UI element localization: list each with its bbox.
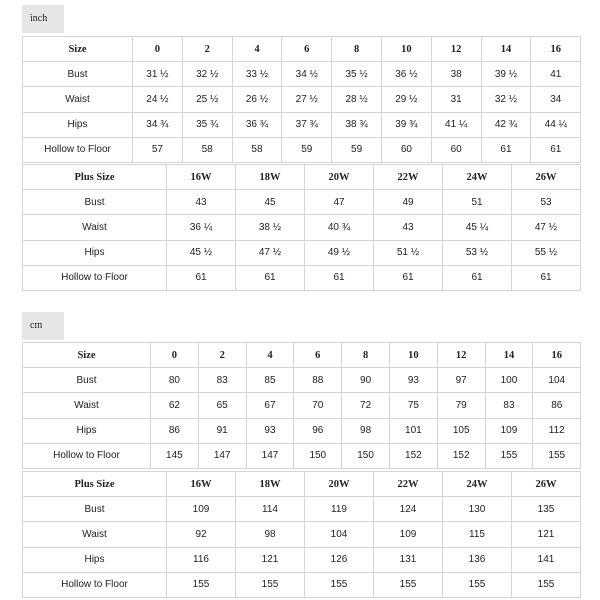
inch-unit-tab[interactable]: inch xyxy=(22,5,64,33)
measurement-value: 155 xyxy=(167,572,236,597)
measurement-value: 155 xyxy=(533,443,581,468)
measurement-value: 62 xyxy=(151,393,199,418)
size-header-cell: 8 xyxy=(342,343,390,368)
measurement-value: 61 xyxy=(305,265,374,290)
measurement-value: 60 xyxy=(381,137,431,162)
measurement-value: 61 xyxy=(531,137,581,162)
measurement-value: 34 ¾ xyxy=(133,112,183,137)
measurement-value: 115 xyxy=(443,522,512,547)
size-header-cell: 8 xyxy=(332,37,382,62)
cm-unit-tab[interactable]: cm xyxy=(22,312,64,340)
measurement-value: 101 xyxy=(389,418,437,443)
measurement-value: 86 xyxy=(151,418,199,443)
measurement-value: 61 xyxy=(443,265,512,290)
measurement-value: 119 xyxy=(305,497,374,522)
measurement-value: 105 xyxy=(437,418,485,443)
cm-plus-size-table xyxy=(22,471,581,598)
size-header-cell: 2 xyxy=(182,37,232,62)
measurement-value: 31 ½ xyxy=(133,62,183,87)
table-row xyxy=(23,137,581,162)
measurement-value: 80 xyxy=(151,368,199,393)
measurement-value: 70 xyxy=(294,393,342,418)
measurement-value: 53 ½ xyxy=(443,240,512,265)
measurement-value: 98 xyxy=(236,522,305,547)
measurement-value: 152 xyxy=(389,443,437,468)
measurement-label: Hips xyxy=(23,547,167,572)
size-header-cell: 24W xyxy=(443,165,512,190)
table-row xyxy=(23,87,581,112)
size-header-cell: 12 xyxy=(437,343,485,368)
measurement-value: 59 xyxy=(332,137,382,162)
inch-plus-size-table xyxy=(22,164,581,291)
measurement-value: 109 xyxy=(485,418,533,443)
measurement-value: 53 xyxy=(512,190,581,215)
size-header-cell: 12 xyxy=(431,37,481,62)
size-header-cell: 6 xyxy=(282,37,332,62)
inch-standard-size-table xyxy=(22,36,581,163)
measurement-value: 38 ½ xyxy=(236,215,305,240)
measurement-label: Hollow to Floor xyxy=(23,572,167,597)
header-row xyxy=(23,37,581,62)
measurement-value: 112 xyxy=(533,418,581,443)
measurement-value: 57 xyxy=(133,137,183,162)
measurement-value: 98 xyxy=(342,418,390,443)
table-row xyxy=(23,62,581,87)
measurement-value: 45 ¼ xyxy=(443,215,512,240)
size-column-header: Plus Size xyxy=(23,472,167,497)
measurement-value: 49 ½ xyxy=(305,240,374,265)
measurement-value: 155 xyxy=(485,443,533,468)
measurement-value: 61 xyxy=(236,265,305,290)
size-column-header: Size xyxy=(23,37,133,62)
table-row xyxy=(23,393,581,418)
header-row xyxy=(23,472,581,497)
measurement-label: Hollow to Floor xyxy=(23,443,151,468)
measurement-value: 35 ¾ xyxy=(182,112,232,137)
size-header-cell: 4 xyxy=(246,343,294,368)
measurement-label: Waist xyxy=(23,87,133,112)
measurement-value: 155 xyxy=(374,572,443,597)
measurement-value: 33 ½ xyxy=(232,62,282,87)
measurement-value: 155 xyxy=(512,572,581,597)
size-header-cell: 4 xyxy=(232,37,282,62)
measurement-value: 44 ¼ xyxy=(531,112,581,137)
measurement-value: 109 xyxy=(167,497,236,522)
measurement-value: 155 xyxy=(443,572,512,597)
measurement-value: 39 ½ xyxy=(481,62,531,87)
size-header-cell: 16 xyxy=(531,37,581,62)
measurement-value: 126 xyxy=(305,547,374,572)
measurement-value: 85 xyxy=(246,368,294,393)
measurement-value: 121 xyxy=(512,522,581,547)
measurement-value: 41 ¼ xyxy=(431,112,481,137)
measurement-value: 61 xyxy=(167,265,236,290)
table-row xyxy=(23,215,581,240)
size-header-cell: 24W xyxy=(443,472,512,497)
size-header-cell: 14 xyxy=(485,343,533,368)
measurement-value: 58 xyxy=(182,137,232,162)
measurement-value: 61 xyxy=(512,265,581,290)
measurement-value: 36 ½ xyxy=(381,62,431,87)
size-header-cell: 20W xyxy=(305,165,374,190)
measurement-label: Waist xyxy=(23,522,167,547)
measurement-value: 28 ½ xyxy=(332,87,382,112)
measurement-value: 42 ¾ xyxy=(481,112,531,137)
measurement-label: Hollow to Floor xyxy=(23,265,167,290)
measurement-value: 47 xyxy=(305,190,374,215)
measurement-value: 65 xyxy=(198,393,246,418)
size-header-cell: 6 xyxy=(294,343,342,368)
measurement-label: Hollow to Floor xyxy=(23,137,133,162)
size-header-cell: 10 xyxy=(389,343,437,368)
measurement-value: 36 ¾ xyxy=(232,112,282,137)
measurement-value: 43 xyxy=(374,215,443,240)
measurement-value: 51 ½ xyxy=(374,240,443,265)
table-row xyxy=(23,443,581,468)
measurement-value: 93 xyxy=(389,368,437,393)
measurement-value: 35 ½ xyxy=(332,62,382,87)
measurement-value: 72 xyxy=(342,393,390,418)
size-header-cell: 16W xyxy=(167,472,236,497)
measurement-value: 34 ½ xyxy=(282,62,332,87)
measurement-value: 83 xyxy=(198,368,246,393)
table-row xyxy=(23,112,581,137)
measurement-value: 45 xyxy=(236,190,305,215)
measurement-value: 67 xyxy=(246,393,294,418)
measurement-value: 36 ¼ xyxy=(167,215,236,240)
measurement-value: 55 ½ xyxy=(512,240,581,265)
measurement-label: Bust xyxy=(23,190,167,215)
measurement-value: 155 xyxy=(305,572,374,597)
measurement-value: 45 ½ xyxy=(167,240,236,265)
measurement-value: 27 ½ xyxy=(282,87,332,112)
measurement-value: 131 xyxy=(374,547,443,572)
measurement-value: 61 xyxy=(481,137,531,162)
size-header-cell: 0 xyxy=(133,37,183,62)
measurement-value: 104 xyxy=(305,522,374,547)
measurement-value: 116 xyxy=(167,547,236,572)
size-column-header: Size xyxy=(23,343,151,368)
size-header-cell: 22W xyxy=(374,472,443,497)
table-row xyxy=(23,572,581,597)
measurement-value: 26 ½ xyxy=(232,87,282,112)
measurement-value: 130 xyxy=(443,497,512,522)
table-row xyxy=(23,240,581,265)
measurement-value: 114 xyxy=(236,497,305,522)
header-row xyxy=(23,165,581,190)
measurement-value: 51 xyxy=(443,190,512,215)
measurement-value: 155 xyxy=(236,572,305,597)
measurement-value: 109 xyxy=(374,522,443,547)
measurement-value: 47 ½ xyxy=(236,240,305,265)
measurement-value: 38 xyxy=(431,62,481,87)
measurement-value: 40 ¾ xyxy=(305,215,374,240)
size-header-cell: 16 xyxy=(533,343,581,368)
header-row xyxy=(23,343,581,368)
measurement-value: 25 ½ xyxy=(182,87,232,112)
table-row xyxy=(23,368,581,393)
table-row xyxy=(23,522,581,547)
measurement-value: 88 xyxy=(294,368,342,393)
table-row xyxy=(23,418,581,443)
measurement-label: Hips xyxy=(23,112,133,137)
table-row xyxy=(23,190,581,215)
measurement-value: 58 xyxy=(232,137,282,162)
size-column-header: Plus Size xyxy=(23,165,167,190)
measurement-value: 96 xyxy=(294,418,342,443)
measurement-value: 150 xyxy=(294,443,342,468)
measurement-value: 136 xyxy=(443,547,512,572)
measurement-value: 49 xyxy=(374,190,443,215)
size-header-cell: 26W xyxy=(512,472,581,497)
size-header-cell: 26W xyxy=(512,165,581,190)
measurement-label: Bust xyxy=(23,368,151,393)
measurement-value: 37 ¾ xyxy=(282,112,332,137)
measurement-value: 61 xyxy=(374,265,443,290)
size-header-cell: 10 xyxy=(381,37,431,62)
measurement-value: 92 xyxy=(167,522,236,547)
measurement-value: 79 xyxy=(437,393,485,418)
measurement-value: 83 xyxy=(485,393,533,418)
table-row xyxy=(23,497,581,522)
measurement-value: 31 xyxy=(431,87,481,112)
measurement-value: 152 xyxy=(437,443,485,468)
measurement-value: 100 xyxy=(485,368,533,393)
table-row xyxy=(23,265,581,290)
measurement-value: 60 xyxy=(431,137,481,162)
size-header-cell: 18W xyxy=(236,472,305,497)
measurement-label: Hips xyxy=(23,240,167,265)
measurement-label: Bust xyxy=(23,62,133,87)
measurement-value: 24 ½ xyxy=(133,87,183,112)
measurement-value: 124 xyxy=(374,497,443,522)
measurement-value: 93 xyxy=(246,418,294,443)
measurement-value: 150 xyxy=(342,443,390,468)
measurement-value: 34 xyxy=(531,87,581,112)
measurement-value: 32 ½ xyxy=(182,62,232,87)
measurement-value: 135 xyxy=(512,497,581,522)
measurement-label: Waist xyxy=(23,393,151,418)
measurement-value: 90 xyxy=(342,368,390,393)
measurement-label: Bust xyxy=(23,497,167,522)
size-header-cell: 18W xyxy=(236,165,305,190)
measurement-value: 47 ½ xyxy=(512,215,581,240)
size-header-cell: 20W xyxy=(305,472,374,497)
measurement-value: 86 xyxy=(533,393,581,418)
measurement-value: 145 xyxy=(151,443,199,468)
measurement-label: Hips xyxy=(23,418,151,443)
size-header-cell: 0 xyxy=(151,343,199,368)
measurement-value: 147 xyxy=(246,443,294,468)
measurement-value: 59 xyxy=(282,137,332,162)
size-header-cell: 16W xyxy=(167,165,236,190)
measurement-value: 141 xyxy=(512,547,581,572)
measurement-value: 121 xyxy=(236,547,305,572)
size-header-cell: 22W xyxy=(374,165,443,190)
measurement-label: Waist xyxy=(23,215,167,240)
measurement-value: 147 xyxy=(198,443,246,468)
measurement-value: 97 xyxy=(437,368,485,393)
measurement-value: 104 xyxy=(533,368,581,393)
measurement-value: 91 xyxy=(198,418,246,443)
cm-standard-size-table xyxy=(22,342,581,469)
size-header-cell: 14 xyxy=(481,37,531,62)
measurement-value: 75 xyxy=(389,393,437,418)
measurement-value: 29 ½ xyxy=(381,87,431,112)
table-row xyxy=(23,547,581,572)
measurement-value: 38 ¾ xyxy=(332,112,382,137)
measurement-value: 43 xyxy=(167,190,236,215)
measurement-value: 41 xyxy=(531,62,581,87)
size-header-cell: 2 xyxy=(198,343,246,368)
measurement-value: 32 ½ xyxy=(481,87,531,112)
measurement-value: 39 ¾ xyxy=(381,112,431,137)
